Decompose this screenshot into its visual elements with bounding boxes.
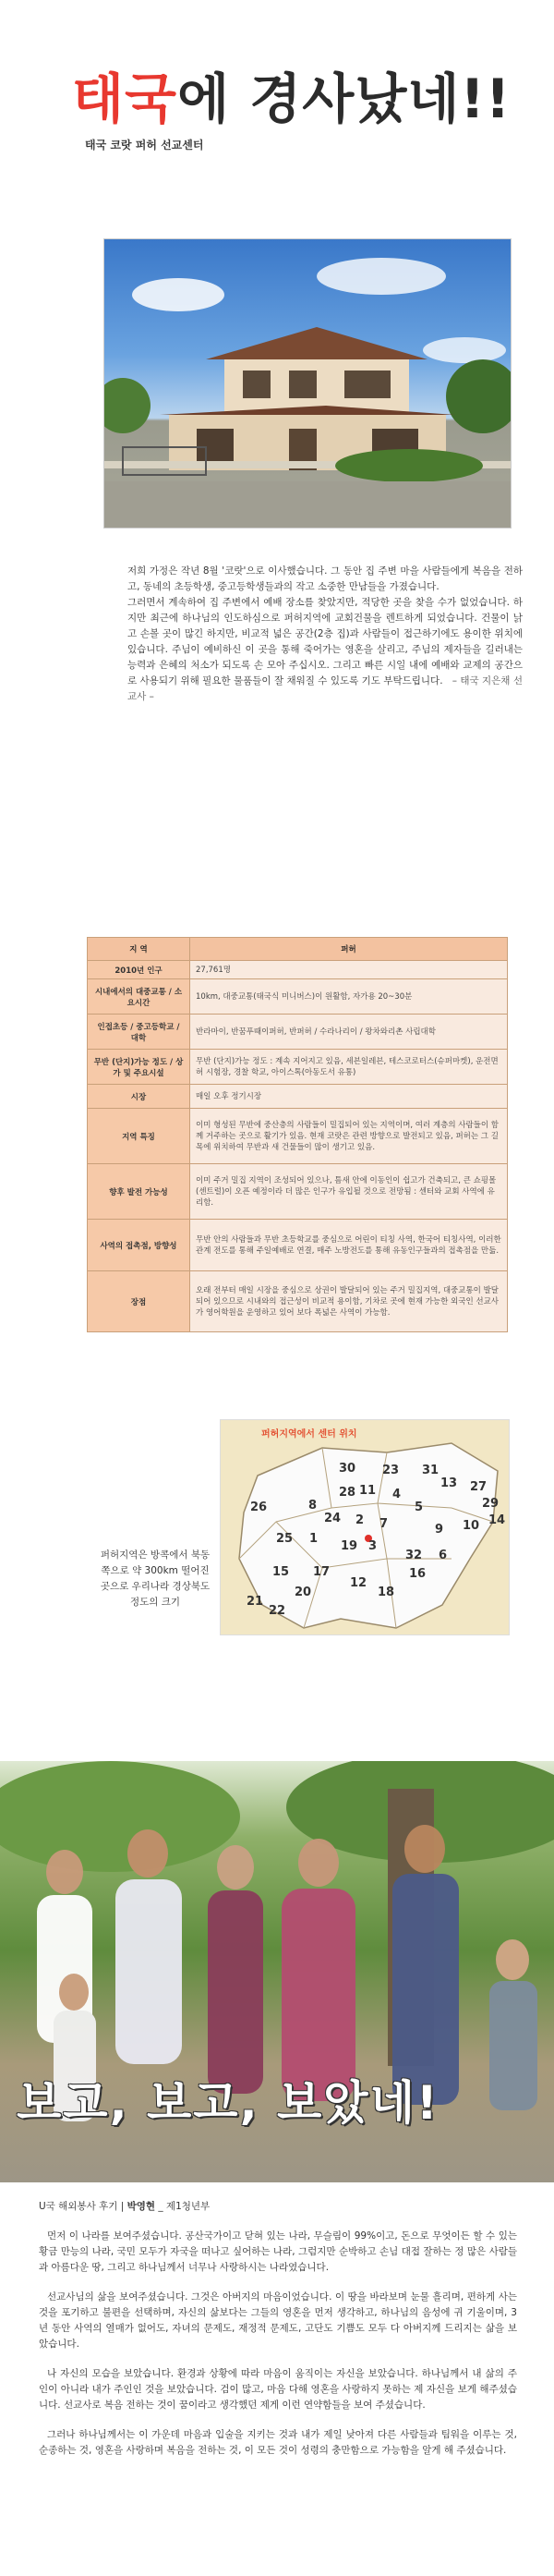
map-region-label: 26 [250, 1501, 268, 1514]
map-region-label: 9 [435, 1523, 444, 1537]
story-paragraph-2: 선교사님의 삶을 보여주셨습니다. 그것은 아버지의 마음이었습니다. 이 땅을 바라보며 눈물 흘리며, 편하게 사는 것을 포기하고 불편을 선택하며, 자신의 삶보다는 그들의 영혼을 먼저 생각하고, 하나님의 음성에 귀 기울이며, 3년 동안 사역의 열매가 없어도, 자녀의 문제도, 재정적 문제도, 고단도 기쁨도 모두 다 아버지께 드리지는 삶을 보았습니다. [39, 2291, 517, 2350]
map-region-label: 25 [276, 1532, 294, 1546]
house-photo [103, 238, 512, 529]
map-region-label: 3 [368, 1539, 378, 1553]
map-region-label: 15 [272, 1565, 290, 1579]
region-map [220, 1419, 510, 1635]
map-region-label: 23 [382, 1464, 400, 1477]
map-region-label: 10 [463, 1519, 480, 1533]
map-region-label: 1 [309, 1532, 319, 1546]
map-region-label: 4 [392, 1488, 402, 1501]
byline-author: 박영현 [126, 2201, 156, 2212]
table-value: 이미 주거 밀집 지역이 조성되어 있으나, 틈새 안에 이동인이 쉽고가 건축되고, 큰 쇼핑몰(센트럴)이 오픈 예정이라 더 많은 인구가 유입될 것으로 전망됨 : 센터와 교회 사역에 유리함. [190, 1164, 508, 1220]
table-row [88, 1015, 508, 1050]
table-value: 10km, 대중교통(태국식 미니버스)이 원활함, 자가용 20~30분 [190, 979, 508, 1015]
page-title [72, 67, 512, 130]
map-region-label: 16 [409, 1567, 427, 1581]
map-region-label: 18 [378, 1586, 395, 1599]
map-region-label: 21 [247, 1595, 264, 1609]
byline-suffix: _ 제1청년부 [155, 2201, 211, 2212]
map-region-label: 19 [341, 1539, 358, 1553]
story-text [39, 2229, 517, 2473]
table-value: 오래 전부터 매일 시장을 중심으로 상권이 발달되어 있는 주거 밀집지역, 대중교통이 발달되어 있으므로 시내와의 접근성이 비교적 용이함, 기차로 곳에 현재 가능한 외국인 선교사가 영어학원을 운영하고 있어 보다 폭넓은 사역이 가능함. [190, 1271, 508, 1332]
map-region-label: 22 [269, 1604, 286, 1618]
table-key: 2010년 인구 [88, 961, 190, 979]
map-region-label: 30 [339, 1462, 356, 1476]
story-paragraph-4: 그러나 하나님께서는 이 가운데 마음과 입술을 지키는 것과 내가 제일 낮아져 다른 사람들과 팀워을 이루는 것, 순종하는 것, 영혼을 사랑하며 복음을 전하는 것, 이 모든 것이 성령의 충만함으로 가능함을 알게 해 주셨습니다. [39, 2429, 517, 2456]
table-header-value: 퍼허 [190, 938, 508, 961]
table-value: 이미 형성된 무반에 중산층의 사람들이 밀집되어 있는 지역이며, 여러 계층의 사람들이 함께 거주하는 곳으로 활기가 있음. 현재 코랏은 관련 방향으로 발전되고 있음, 퍼허는 그 길목에 위치하여 무반과 새 건물들이 많이 생기고 있음. [190, 1109, 508, 1164]
map-region-label: 11 [359, 1484, 377, 1498]
map-region-label: 20 [295, 1586, 312, 1599]
map-region-label: 17 [313, 1565, 331, 1579]
map-region-label: 2 [355, 1513, 365, 1527]
table-header-region: 지 역 [88, 938, 190, 961]
map-region-label: 5 [415, 1501, 424, 1514]
map-illustration [221, 1420, 509, 1634]
table-key: 지역 특징 [88, 1109, 190, 1164]
map-region-label: 28 [339, 1486, 356, 1500]
page-title-rest: 에 경사났네!! [177, 67, 512, 130]
table-value: 무반 (단지)가능 정도 : 계속 지어지고 있음, 세븐일레븐, 테스코로터스(슈퍼마켓), 운전면허 시험장, 경찰 학교, 아이스톡(아동도서 유통) [190, 1050, 508, 1085]
story-paragraph-3: 나 자신의 모습을 보았습니다. 환경과 상황에 따라 마음이 움직이는 자신을 보았습니다. 하나님께서 내 삶의 주인이 아니라 내가 주인인 것을 보았습니다. 검이 많고, 마음 다해 영혼을 사랑하지 못하는 제 자신을 보게 해주셨습니다. 선교사로 복음 전하는 것이 꿈이라고 생각했던 제게 이런 연약함들을 보여 주셨습니다. [39, 2368, 517, 2411]
region-info-table [87, 937, 508, 1332]
intro-paragraph-2 [127, 595, 523, 705]
map-region-label: 12 [350, 1576, 367, 1590]
table-key: 장점 [88, 1271, 190, 1332]
map-region-label: 14 [488, 1513, 506, 1527]
map-region-label: 27 [470, 1480, 488, 1494]
table-value: 무반 안의 사람들과 무반 초등학교를 중심으로 어린이 티칭 사역, 한국어 티칭사역, 이러한 관계 전도를 통해 주일예배로 연결, 매주 노방전도를 통해 유동인구들과의 접촉점을 만듦. [190, 1220, 508, 1271]
intro-paragraph-2-body: 그러면서 계속하여 집 주변에서 예배 장소를 찾았지만, 적당한 곳을 찾을 수가 없었습니다. 하지만 최근에 하나님의 인도하심으로 퍼허지역에 교회건물을 렌트하게 되었습니다. 건물이 낡고 손볼 곳이 많긴 하지만, 비교적 넓은 공간(2층 집)과 사람들이 접근하기에도 용이한 위치에 있습니다. 주님이 예비하신 이 곳을 통해 죽어가는 영혼을 살리고, 주님의 제자들을 길러내는 능력과 은혜의 처소가 되도록 손 모아 주십시오. 그리고 빠른 시일 내에 예배와 교제의 공간으로 사용되기 위해 필요한 물품들이 잘 채워질 수 있도록 기도 부탁드립니다. [127, 597, 523, 687]
table-row [88, 1271, 508, 1332]
table-row [88, 1109, 508, 1164]
map-region-label: 24 [324, 1512, 342, 1525]
table-key: 무반 (단지)가능 정도 / 상가 및 주요시설 [88, 1050, 190, 1085]
house-illustration [104, 239, 511, 528]
map-region-label: 7 [379, 1517, 389, 1531]
map-region-label: 31 [422, 1464, 440, 1477]
table-key: 향후 발전 가능성 [88, 1164, 190, 1220]
table-row [88, 1050, 508, 1085]
table-key: 사역의 접촉점, 방향성 [88, 1220, 190, 1271]
table-key: 인접초등 / 중고등학교 / 대학 [88, 1015, 190, 1050]
map-title: 퍼허지역에서 센터 위치 [261, 1429, 357, 1440]
story-byline [39, 2199, 210, 2213]
table-key: 시내에서의 대중교통 / 소요시간 [88, 979, 190, 1015]
page-title-highlight: 태국 [72, 67, 178, 130]
map-region-label: 6 [439, 1549, 448, 1562]
intro-paragraph-1: 저희 가정은 작년 8월 '코랏'으로 이사했습니다. 그 동안 집 주변 마을 사람들에게 복음을 전하고, 동네의 초등학생, 중고등학생들과의 작고 소중한 만남들을 가졌습니다. [127, 565, 523, 592]
table-value: 반라마이, 반꿈푸때이퍼허, 반퍼허 / 수라나리이 / 왕차와리촌 사립대학 [190, 1015, 508, 1050]
table-value: 매일 오후 정기시장 [190, 1085, 508, 1109]
page-subtitle: 태국 코랏 퍼허 선교센터 [85, 139, 204, 152]
table-row [88, 1164, 508, 1220]
byline-prefix: U국 해외봉사 후기 | [39, 2201, 127, 2212]
story-paragraph-1: 먼저 이 나라를 보여주셨습니다. 공산국가이고 닫혀 있는 나라, 무슬림이 99%이고, 돈으로 무엇이든 할 수 있는 황금 만능의 나라, 국민 모두가 자국을 떠나고 싶어하는 나라, 그럼지만 순박하고 손님 대접 잘하는 정 많은 사람들과 아름다운 땅, 그리고 하나님께서 너무나 사랑하시는 나라였습니다. [39, 2230, 517, 2273]
intro-text [127, 564, 523, 705]
table-row [88, 1220, 508, 1271]
table-row [88, 961, 508, 979]
map-region-label: 32 [405, 1549, 423, 1562]
table-value: 27,761명 [190, 961, 508, 979]
group-photo-overlay-title: 보고, 보고, 보았네! [17, 2076, 440, 2130]
table-row [88, 1085, 508, 1109]
map-region-label: 8 [308, 1499, 318, 1513]
table-header-row [88, 938, 508, 961]
map-caption: 퍼허지역은 방콕에서 북동쪽으로 약 300km 떨어진 곳으로 우리나라 경상북도 정도의 크기 [100, 1549, 211, 1608]
map-region-label: 13 [440, 1476, 458, 1490]
table-key: 시장 [88, 1085, 190, 1109]
table-row [88, 979, 508, 1015]
intro-signature: – 태국 지은채 선교사 – [127, 675, 523, 702]
group-photo [0, 1761, 554, 2182]
map-region-label: 29 [482, 1497, 500, 1511]
